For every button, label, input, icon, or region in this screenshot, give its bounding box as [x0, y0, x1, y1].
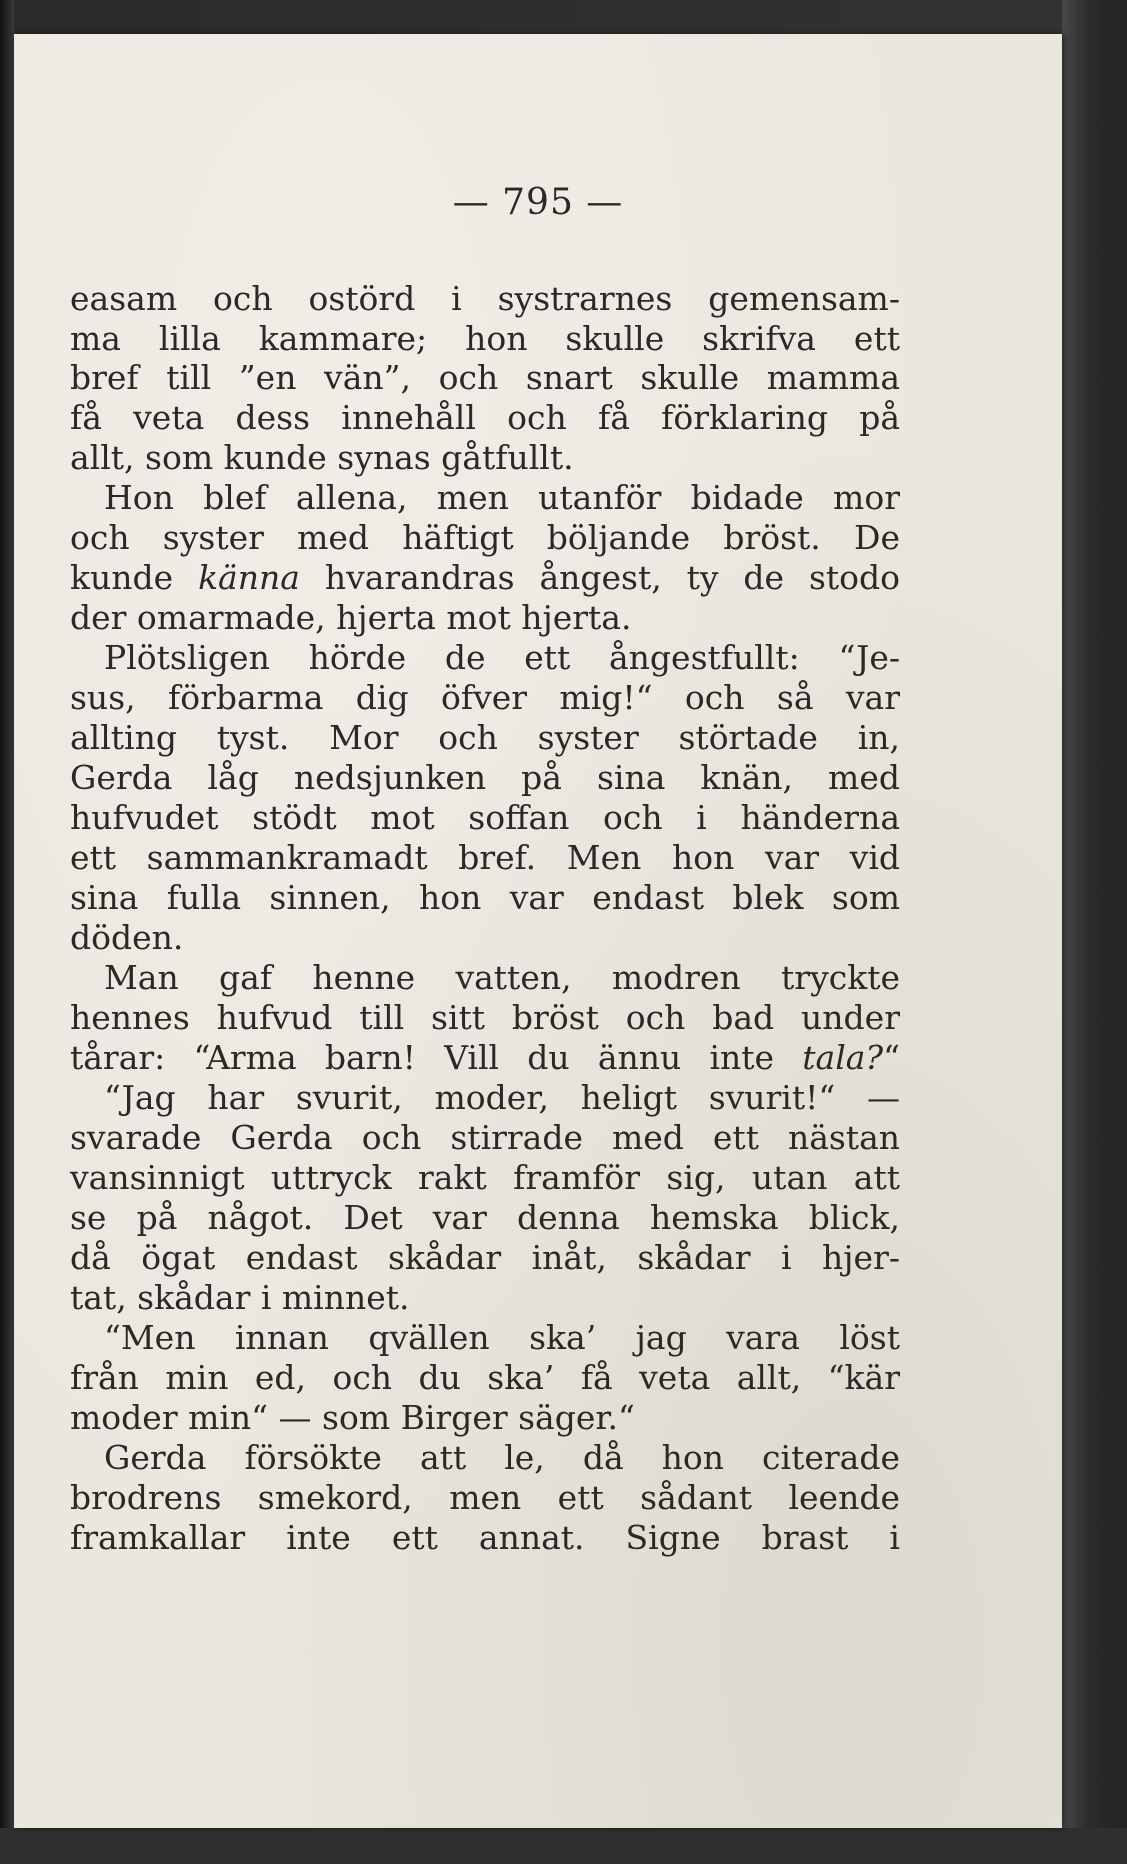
text-line: sus, förbarma dig öfver mig!“ och så var [70, 678, 900, 717]
text-line: sina fulla sinnen, hon var endast blek som [70, 878, 900, 917]
paragraph-start-line: Plötsligen hörde de ett ångestfullt: “Je- [104, 638, 900, 677]
text-line: der omarmade, hjerta mot hjerta. [70, 598, 632, 637]
text-line: bref till ”en vän”, och snart skulle mamma [70, 358, 900, 397]
text-line: ett sammankramadt bref. Men hon var vid [70, 838, 900, 877]
text-line: döden. [70, 918, 184, 957]
text-line: vansinnigt uttryck rakt framför sig, utan att [70, 1158, 900, 1197]
paragraph-start-line: Gerda försökte att le, då hon citerade [104, 1438, 900, 1477]
paragraph-start-line: Hon blef allena, men utanför bidade mor [104, 478, 900, 517]
book-edge [1062, 0, 1127, 1864]
book-gutter [0, 0, 14, 1864]
paragraph-start-line: Man gaf henne vatten, modren tryckte [104, 958, 900, 997]
text-line: moder min“ — som Birger säger.“ [70, 1398, 635, 1437]
closing-quote: “ [883, 1038, 900, 1077]
text-line: från min ed, och du ska’ få veta allt, “kär [70, 1358, 900, 1397]
text-line: hennes hufvud till sitt bröst och bad under [70, 998, 900, 1037]
text-segment: hvarandras ångest, ty de stodo [324, 558, 900, 597]
text-line: ma lilla kammare; hon skulle skrifva ett [70, 319, 900, 358]
text-line-with-emphasis [70, 1038, 900, 1078]
text-segment: tårar: “Arma barn! Vill du ännu inte [70, 1038, 775, 1077]
text-line: easam och ostörd i systrarnes gemensam- [70, 279, 900, 318]
text-line: och syster med häftigt böljande bröst. De [70, 518, 900, 557]
text-line: få veta dess innehåll och få förklaring på [70, 398, 900, 437]
emphasized-word: känna [198, 558, 300, 597]
text-line: se på något. Det var denna hemska blick, [70, 1198, 900, 1237]
book-page [14, 34, 1062, 1828]
page-number: — 795 — [452, 182, 624, 223]
scan-bottom-margin [0, 1828, 1127, 1864]
text-line: brodrens smekord, men ett sådant leende [70, 1478, 900, 1517]
text-line: hufvudet stödt mot soffan och i händerna [70, 798, 900, 837]
text-line: tat, skådar i minnet. [70, 1278, 410, 1317]
text-line: svarade Gerda och stirrade med ett nästan [70, 1118, 900, 1157]
text-line: Gerda låg nedsjunken på sina knän, med [70, 758, 900, 797]
text-line: då ögat endast skådar inåt, skådar i hjer- [70, 1238, 900, 1277]
text-segment: kunde [70, 558, 174, 597]
paragraph-start-line: “Jag har svurit, moder, heligt svurit!“ — [104, 1078, 900, 1117]
paragraph-start-line: “Men innan qvällen ska’ jag vara löst [104, 1318, 900, 1357]
text-line: framkallar inte ett annat. Signe brast i [70, 1518, 900, 1557]
text-line: allting tyst. Mor och syster störtade in, [70, 718, 900, 757]
text-line: allt, som kunde synas gåtfullt. [70, 438, 574, 477]
emphasized-word: tala? [802, 1038, 884, 1077]
text-line-with-emphasis [70, 558, 900, 598]
